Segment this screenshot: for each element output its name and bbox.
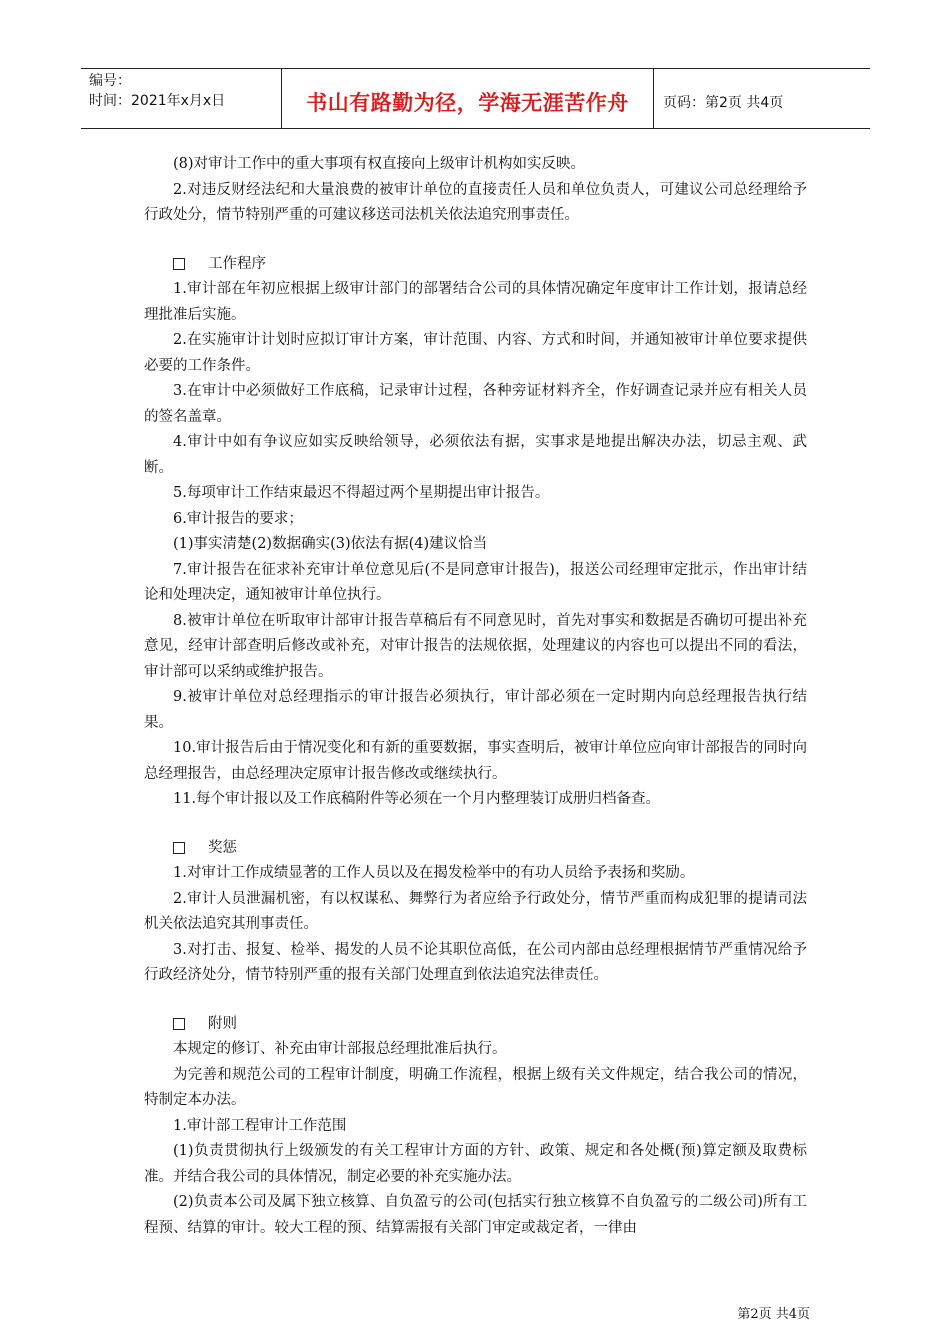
list-item: 1.审计部在年初应根据上级审计部门的部署结合公司的具体情况确定年度审计工作计划，报请总经理批准后实施。 xyxy=(144,281,807,323)
list-item: 5.每项审计工作结束最迟不得超过两个星期提出审计报告。 xyxy=(173,485,550,501)
list-item: 4.审计中如有争议应如实反映给领导，必须依法有据，实事求是地提出解决办法，切忌主观、武断。 xyxy=(144,434,807,476)
header-page-info: 页码：第2页 共4页 xyxy=(663,94,784,111)
list-item: 9.被审计单位对总经理指示的审计报告必须执行，审计部必须在一定时期内向总经理报告执行结果。 xyxy=(144,689,807,731)
list-item: 6.审计报告的要求； xyxy=(173,510,303,527)
list-item: (1)事实清楚(2)数据确实(3)依法有据(4)建议恰当 xyxy=(173,536,488,552)
list-item: (2)负责本公司及属下独立核算、自负盈亏的公司(包括实行独立核算不自负盈亏的二级公司)所有工程预、结算的审计。较大工程的预、结算需报有关部门审定或裁定者，一律由 xyxy=(144,1194,807,1236)
section-heading xyxy=(144,252,807,278)
header-meta xyxy=(81,69,282,128)
list-item: 11.每个审计报以及工作底稿附件等必须在一个月内整理装订成册归档备查。 xyxy=(173,791,661,807)
checkbox-icon xyxy=(173,842,185,854)
list-item: 1.审计部工程审计工作范围 xyxy=(173,1117,347,1134)
list-item: 1.对审计工作成绩显著的工作人员以及在揭发检举中的有功人员给予表扬和奖励。 xyxy=(173,865,695,881)
section-title: 附则 xyxy=(208,1015,237,1032)
number-label: 编号： xyxy=(89,73,131,89)
time-label: 时间：2021年x月x日 xyxy=(89,93,226,109)
list-item: 7.审计报告在征求补充审计单位意见后(不是同意审计报告)，报送公司经理审定批示，作出审计结论和处理决定，通知被审计单位执行。 xyxy=(144,561,807,603)
list-item: 10.审计报告后由于情况变化和有新的重要数据，事实查明后，被审计单位应向审计部报告的同时向总经理报告，由总经理决定原审计报告修改或继续执行。 xyxy=(144,740,807,782)
list-item: 为完善和规范公司的工程审计制度，明确工作流程，根据上级有关文件规定，结合我公司的情况，特制定本办法。 xyxy=(144,1066,807,1108)
checkbox-icon xyxy=(173,1018,185,1030)
section-heading xyxy=(144,836,807,862)
section-title: 奖惩 xyxy=(208,839,237,856)
list-item: 3.对打击、报复、检举、揭发的人员不论其职位高低，在公司内部由总经理根据情节严重情况给予行政经济处分，情节特别严重的报有关部门处理直到依法追究法律责任。 xyxy=(144,941,807,983)
header-motto: 书山有路勤为径，学海无涯苦作舟 xyxy=(282,69,654,128)
list-item: 8.被审计单位在听取审计部审计报告草稿后有不同意见时，首先对事实和数据是否确切可提出补充意见，经审计部查明后修改或补充，对审计报告的法规依据，处理建议的内容也可以提出不同的看法，审计部可以采纳或维护报告。 xyxy=(144,612,807,680)
list-item: 本规定的修订、补充由审计部报总经理批准后执行。 xyxy=(173,1041,507,1057)
list-item: (1)负责贯彻执行上级颁发的有关工程审计方面的方针、政策、规定和各处概(预)算定额及取费标准。并结合我公司的具体情况，制定必要的补充实施办法。 xyxy=(144,1143,807,1185)
document-body xyxy=(144,152,807,1241)
page-footer: 第2页 共4页 xyxy=(737,1307,810,1322)
document-header xyxy=(81,68,870,129)
list-item: 3.在审计中必须做好工作底稿，记录审计过程，各种旁证材料齐全，作好调查记录并应有相关人员的签名盖章。 xyxy=(144,383,807,425)
checkbox-icon xyxy=(173,258,185,270)
section-title: 工作程序 xyxy=(208,255,266,272)
list-item: 2.在实施审计计划时应拟订审计方案，审计范围、内容、方式和时间，并通知被审计单位要求提供必要的工作条件。 xyxy=(144,332,807,374)
section-heading xyxy=(144,1012,807,1038)
paragraph: (8)对审计工作中的重大事项有权直接向上级审计机构如实反映。 xyxy=(173,156,586,172)
list-item: 2.审计人员泄漏机密，有以权谋私、舞弊行为者应给予行政处分，情节严重而构成犯罪的提请司法机关依法追究其刑事责任。 xyxy=(144,890,807,932)
paragraph: 2.对违反财经法纪和大量浪费的被审计单位的直接责任人员和单位负责人，可建议公司总经理给予行政处分，情节特别严重的可建议移送司法机关依法追究刑事责任。 xyxy=(144,181,807,223)
